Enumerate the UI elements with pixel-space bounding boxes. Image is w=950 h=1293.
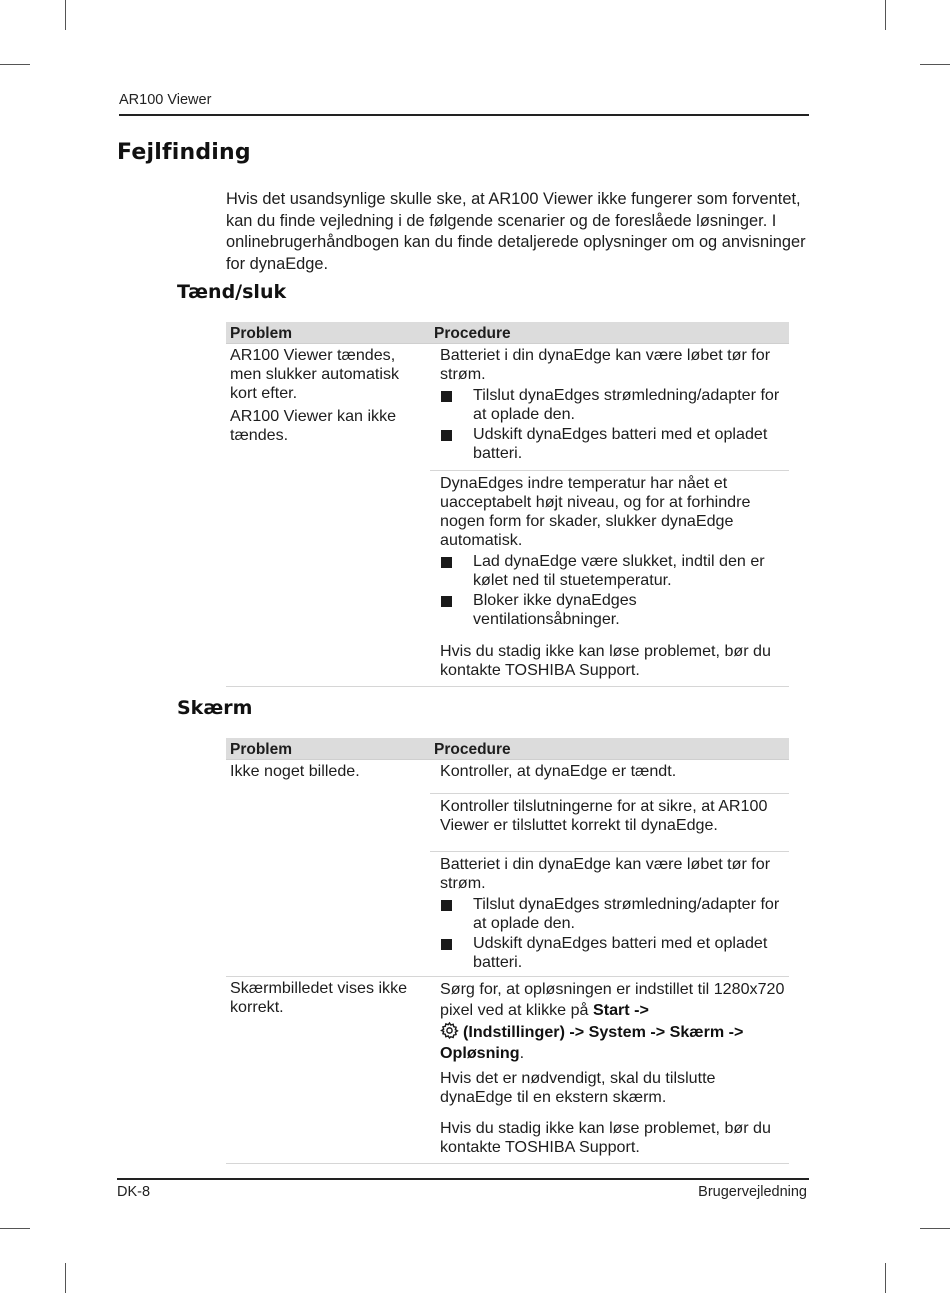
crop-mark — [885, 0, 886, 30]
square-bullet-icon — [441, 900, 452, 911]
list-item: Tilslut dynaEdges strømledning/adapter for at oplade den. — [440, 386, 785, 424]
problem-text: AR100 Viewer tændes, men slukker automatisk kort efter. — [230, 346, 400, 402]
list-item: Udskift dynaEdges batteri med et opladet batteri. — [440, 934, 785, 972]
section-title-power: Tænd/sluk — [177, 281, 287, 303]
support-text: Hvis du stadig ikke kan løse problemet, bør du kontakte TOSHIBA Support. — [440, 1119, 771, 1156]
table-row — [226, 344, 789, 471]
procedure-cell — [430, 852, 789, 977]
problem-cell — [226, 760, 430, 977]
running-header: AR100 Viewer — [119, 92, 212, 108]
header-rule — [119, 114, 809, 116]
procedure-cell — [430, 760, 789, 794]
problem-cell — [226, 977, 430, 1164]
list-item: Tilslut dynaEdges strømledning/adapter for at oplade den. — [440, 895, 785, 933]
square-bullet-icon — [441, 557, 452, 568]
bullet-list — [440, 895, 785, 972]
menu-path-start: Start -> — [592, 1001, 649, 1019]
crop-mark — [65, 0, 66, 30]
power-troubleshooting-table — [226, 322, 789, 687]
table-header-row — [226, 738, 789, 760]
crop-mark — [885, 1263, 886, 1293]
procedure-cell — [430, 471, 789, 687]
problem-text: Ikke noget billede. — [230, 762, 360, 780]
table-row — [226, 977, 789, 1164]
procedure-text: DynaEdges indre temperatur har nået et uacceptabelt højt niveau, og for at forhindre nogen form for skader, slukker dynaEdge automatisk. — [440, 474, 751, 549]
crop-mark — [920, 64, 950, 65]
footer-guide-title: Brugervejledning — [698, 1184, 807, 1200]
bullet-list — [440, 386, 785, 463]
procedure-cell — [430, 794, 789, 852]
crop-mark — [65, 1263, 66, 1293]
procedure-text: Batteriet i din dynaEdge kan være løbet tør for strøm. — [440, 346, 771, 383]
problem-cell — [226, 344, 430, 687]
column-header-problem: Problem — [226, 738, 430, 760]
list-item: Udskift dynaEdges batteri med et opladet batteri. — [440, 425, 785, 463]
support-text: Hvis du stadig ikke kan løse problemet, bør du kontakte TOSHIBA Support. — [440, 642, 771, 679]
list-item: Lad dynaEdge være slukket, indtil den er kølet ned til stuetemperatur. — [440, 552, 785, 590]
procedure-text: Sørg for, at opløsningen er indstillet til 1280x720 pixel ved at klikke på Start -> (Indstillinger) -> System -> Skærm -> Opløsning. — [440, 980, 785, 1062]
square-bullet-icon — [441, 391, 452, 402]
square-bullet-icon — [441, 939, 452, 950]
procedure-text: Hvis det er nødvendigt, skal du tilslutte dynaEdge til en ekstern skærm. — [440, 1069, 716, 1106]
procedure-cell — [430, 344, 789, 471]
column-header-problem: Problem — [226, 322, 430, 344]
settings-gear-icon — [440, 1021, 459, 1040]
crop-mark — [920, 1228, 950, 1229]
square-bullet-icon — [441, 430, 452, 441]
procedure-cell — [430, 977, 789, 1164]
table-header-row — [226, 322, 789, 344]
page-number: DK-8 — [117, 1184, 151, 1200]
column-header-procedure: Procedure — [430, 322, 789, 344]
column-header-procedure: Procedure — [430, 738, 789, 760]
procedure-text: Batteriet i din dynaEdge kan være løbet tør for strøm. — [440, 855, 771, 892]
table-row — [226, 760, 789, 794]
procedure-text: Kontroller, at dynaEdge er tændt. — [440, 762, 677, 780]
footer-rule — [117, 1178, 809, 1180]
procedure-text: Kontroller tilslutningerne for at sikre, at AR100 Viewer er tilsluttet korrekt til dynaEdge. — [440, 797, 768, 834]
menu-path-settings: (Indstillinger) -> System -> Skærm -> Opløsning — [440, 1023, 744, 1062]
display-troubleshooting-table — [226, 738, 789, 1164]
square-bullet-icon — [441, 596, 452, 607]
intro-paragraph: Hvis det usandsynlige skulle ske, at AR100 Viewer ikke fungerer som forventet, kan du finde vejledning i de følgende scenarier og de foreslåede løsninger. I onlinebrugerhåndbogen kan du finde detaljerede oplysninger om og anvisninger for dynaEdge. — [226, 190, 806, 273]
section-title-display: Skærm — [177, 697, 253, 719]
crop-mark — [0, 64, 30, 65]
chapter-title: Fejlfinding — [117, 140, 251, 165]
list-item: Bloker ikke dynaEdges ventilationsåbninger. — [440, 591, 785, 629]
problem-text: AR100 Viewer kan ikke tændes. — [230, 407, 397, 444]
problem-text: Skærmbilledet vises ikke korrekt. — [230, 979, 408, 1016]
bullet-list — [440, 552, 785, 629]
crop-mark — [0, 1228, 30, 1229]
